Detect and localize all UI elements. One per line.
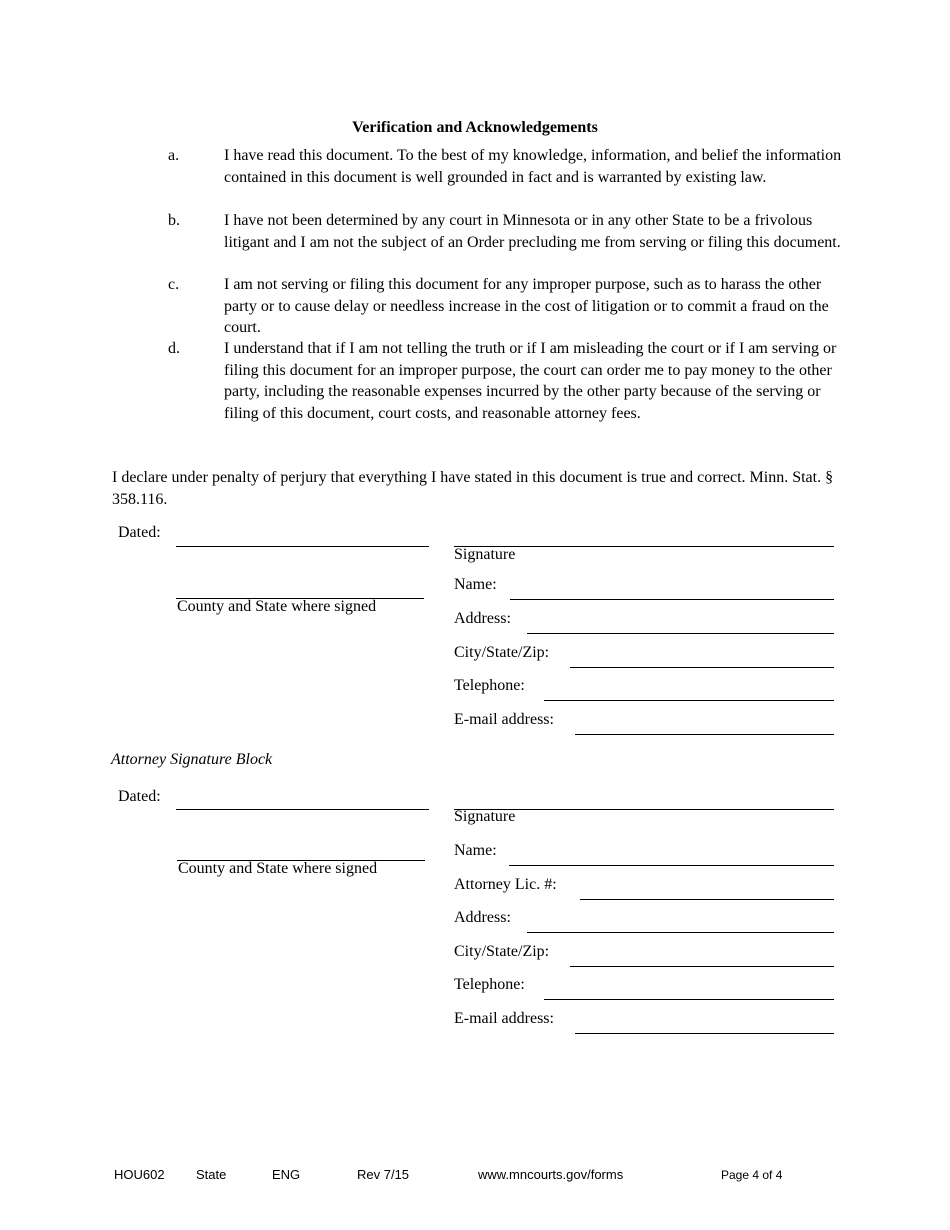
attorney-dated-line[interactable] [176,809,429,810]
item-c-text: I am not serving or filing this document for any improper purpose, such as to harass the other party or to cause delay or needless increase in the cost of litigation or to commit a fraud on the court. [224,276,829,336]
dated-line[interactable] [176,546,429,547]
attorney-signature-label: Signature [454,808,516,825]
attorney-address-line[interactable] [527,932,834,933]
name-line[interactable] [510,599,834,600]
attorney-dated-label: Dated: [118,788,161,805]
attorney-email-line[interactable] [575,1033,834,1034]
page-title: Verification and Acknowledgements [352,119,598,136]
attorney-name-line[interactable] [509,865,834,866]
signature-label: Signature [454,546,516,563]
attorney-license-line[interactable] [580,899,834,900]
address-label: Address: [454,610,511,627]
attorney-county-label: County and State where signed [178,860,378,877]
item-d-letter: d. [168,340,180,357]
email-line[interactable] [575,734,834,735]
item-d-text: I understand that if I am not telling the truth or if I am misleading the court or if I am serving or filing this document for an improper purpose, the court can order me to pay money to the other party, including the reasonable expenses incurred by the other party because of the serving or filing of this document, court costs, and reasonable attorney fees. [224,340,837,422]
footer-jurisdiction: State [196,1167,227,1182]
county-label: County and State where signed [177,598,377,615]
name-label: Name: [454,576,497,593]
item-b-letter: b. [168,212,180,229]
dated-label: Dated: [118,524,161,541]
item-a-letter: a. [168,147,180,164]
attorney-email-label: E-mail address: [454,1010,554,1027]
footer-page-number: Page 4 of 4 [721,1168,783,1182]
attorney-telephone-label: Telephone: [454,976,525,993]
attorney-name-label: Name: [454,842,497,859]
attorney-city-state-zip-line[interactable] [570,966,834,967]
item-a-text: I have read this document. To the best of my knowledge, information, and belief the information contained in this document is well grounded in fact and is warranted by existing law. [224,147,842,186]
footer-language: ENG [272,1167,301,1182]
attorney-telephone-line[interactable] [544,999,834,1000]
city-state-zip-line[interactable] [570,667,834,668]
attorney-block-heading: Attorney Signature Block [111,751,273,768]
attorney-city-state-zip-label: City/State/Zip: [454,943,550,960]
attorney-license-label: Attorney Lic. #: [454,876,557,893]
telephone-line[interactable] [544,700,834,701]
email-label: E-mail address: [454,711,554,728]
item-c-letter: c. [168,276,180,293]
item-b-text: I have not been determined by any court in Minnesota or in any other State to be a frivolous litigant and I am not the subject of an Order precluding me from serving or filing this document. [224,212,841,251]
city-state-zip-label: City/State/Zip: [454,644,550,661]
footer-form-code: HOU602 [114,1167,165,1182]
footer-revision: Rev 7/15 [357,1167,410,1182]
address-line[interactable] [527,633,834,634]
footer-website[interactable]: www.mncourts.gov/forms [478,1167,624,1182]
telephone-label: Telephone: [454,677,525,694]
perjury-declaration: I declare under penalty of perjury that everything I have stated in this document is true and correct. Minn. Stat. § 358.116. [112,469,834,508]
attorney-address-label: Address: [454,909,511,926]
